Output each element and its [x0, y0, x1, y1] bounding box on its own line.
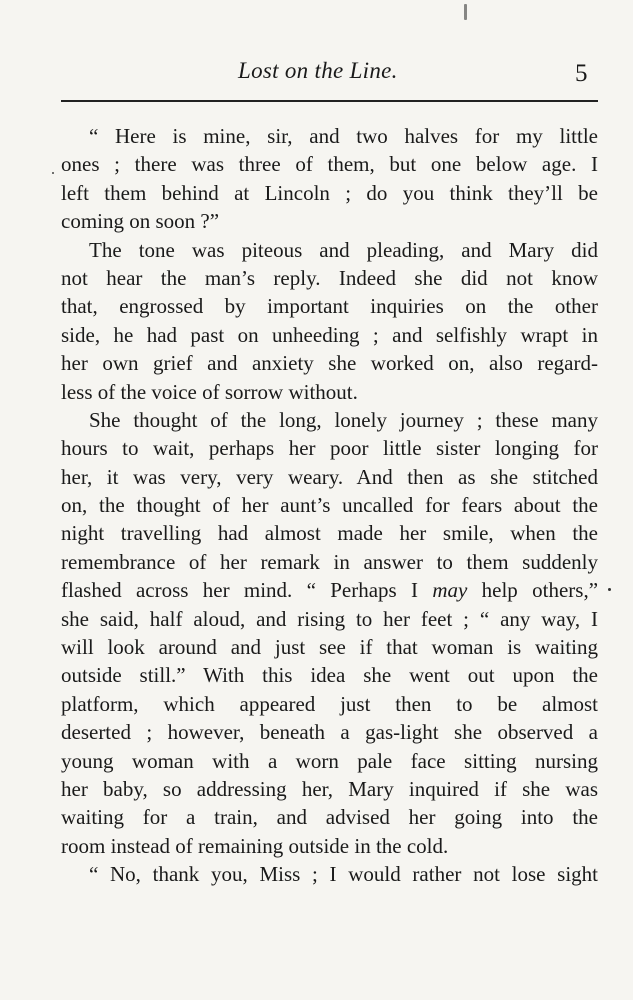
text-line: that, engrossed by important inquiries on the other	[61, 294, 598, 319]
text-line: night travelling had almost made her smile, when the	[61, 521, 598, 546]
page-number: 5	[575, 60, 588, 87]
body-text	[61, 122, 598, 889]
text-span: help others,”	[467, 578, 599, 603]
text-line: young woman with a worn pale face sitting nursing	[61, 748, 598, 773]
text-line: she said, half aloud, and rising to her feet ; “ any way, I	[61, 606, 598, 631]
header-rule	[61, 100, 598, 102]
text-line: side, he had past on unheeding ; and selfishly wrapt in	[61, 322, 598, 347]
text-line: her, it was very, very weary. And then as she stitched	[61, 464, 598, 489]
text-line: platform, which appeared just then to be almost	[61, 691, 598, 716]
running-title: Lost on the Line.	[238, 58, 398, 83]
emphasis-text: may	[432, 578, 468, 603]
text-line: ones ; there was three of them, but one below age. I	[61, 152, 598, 177]
text-line: The tone was piteous and pleading, and Mary did	[89, 237, 598, 262]
text-line: remembrance of her remark in answer to them suddenly	[61, 549, 598, 574]
text-span: flashed across her mind. “ Perhaps I	[61, 578, 433, 603]
text-line	[61, 576, 598, 604]
text-line: coming on soon ?”	[61, 209, 220, 234]
text-line: left them behind at Lincoln ; do you think they’ll be	[61, 180, 598, 205]
text-line: hours to wait, perhaps her poor little sister longing for	[61, 436, 598, 461]
text-line: room instead of remaining outside in the cold.	[61, 833, 449, 858]
text-line: on, the thought of her aunt’s uncalled for fears about the	[61, 493, 598, 518]
text-line: less of the voice of sorrow without.	[61, 379, 358, 404]
text-line: her baby, so addressing her, Mary inquired if she was	[61, 776, 598, 801]
text-line: not hear the man’s reply. Indeed she did not know	[61, 265, 598, 290]
text-line: “ Here is mine, sir, and two halves for my little	[89, 124, 598, 148]
text-line: deserted ; however, beneath a gas-light she observed a	[61, 720, 598, 745]
text-line: waiting for a train, and advised her going into the	[61, 805, 598, 830]
text-line: will look around and just see if that woman is waiting	[61, 635, 598, 660]
text-line: her own grief and anxiety she worked on, also regard-	[61, 351, 598, 376]
ink-mark	[464, 4, 467, 20]
text-line: She thought of the long, lonely journey ; these many	[89, 407, 598, 432]
text-line: outside still.” With this idea she went out upon the	[61, 663, 598, 688]
ink-dot	[52, 172, 54, 174]
ink-dot	[608, 588, 611, 591]
text-line: “ No, thank you, Miss ; I would rather not lose sight	[89, 862, 598, 887]
